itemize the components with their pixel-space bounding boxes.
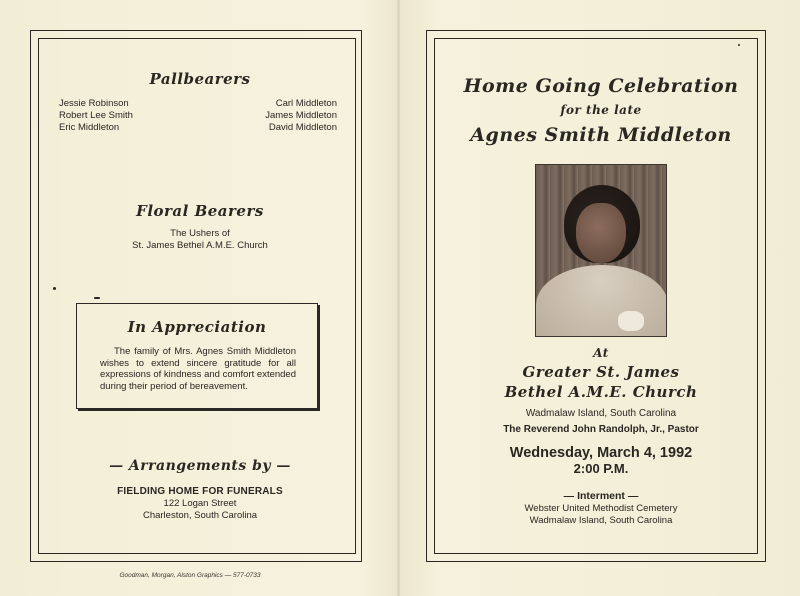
funeral-home-address [40,498,360,521]
program-title: Home Going Celebration [463,75,739,97]
pastor-line: The Reverend John Randolph, Jr., Pastor [503,424,699,435]
pallbearer-name: Jessie Robinson [59,98,129,109]
pallbearer-name: Eric Middleton [59,122,120,133]
floral-bearers-text [40,228,360,252]
center-fold [397,0,400,596]
at-label: At [593,346,609,360]
appreciation-title: In Appreciation [127,318,267,336]
church-name-line2: Bethel A.M.E. Church [504,383,698,401]
floral-bearers-title: Floral Bearers [136,202,264,220]
pallbearers-left-list [59,98,133,134]
interment-cemetery: Webster United Methodist Cemetery [524,503,678,514]
pallbearers-title: Pallbearers [149,70,251,88]
deceased-name: Agnes Smith Middleton [470,124,732,146]
portrait-photo [535,164,667,337]
pallbearers-right-list [265,98,337,134]
church-location: Wadmalaw Island, South Carolina [525,408,677,419]
printer-credit: Goodman, Morgan, Alston Graphics — 577-0733 [119,572,261,579]
pallbearer-name: Robert Lee Smith [59,110,133,121]
ink-speck [738,44,740,46]
ink-speck [53,287,56,290]
service-time: 2:00 P.M. [573,461,629,476]
pallbearer-name: David Middleton [268,122,337,133]
floral-bearers-line: St. James Bethel A.M.E. Church [132,240,268,251]
arrangements-title: — Arrangements by — [109,458,291,474]
interment-details [432,503,770,526]
church-name-line1: Greater St. James [522,363,680,381]
photo-body [536,265,667,337]
interment-location: Wadmalaw Island, South Carolina [529,514,673,526]
funeral-home-name: FIELDING HOME FOR FUNERALS [117,486,283,497]
ink-speck [94,297,100,299]
photo-corsage [618,311,644,331]
for-the-late: for the late [560,103,642,117]
interment-title: — Interment — [563,490,639,502]
pallbearer-name: James Middleton [265,110,337,121]
service-date: Wednesday, March 4, 1992 [509,445,693,461]
pallbearer-name: Carl Middleton [275,98,337,109]
address-city: Charleston, South Carolina [142,509,258,521]
floral-bearers-line: The Ushers of [170,228,230,239]
photo-face [576,203,626,263]
appreciation-text: The family of Mrs. Agnes Smith Middleton wishes to extend sincere gratitude for all expressions of kindness and comfort extended during their period of bereavement. [100,346,296,392]
address-street: 122 Logan Street [163,498,237,509]
